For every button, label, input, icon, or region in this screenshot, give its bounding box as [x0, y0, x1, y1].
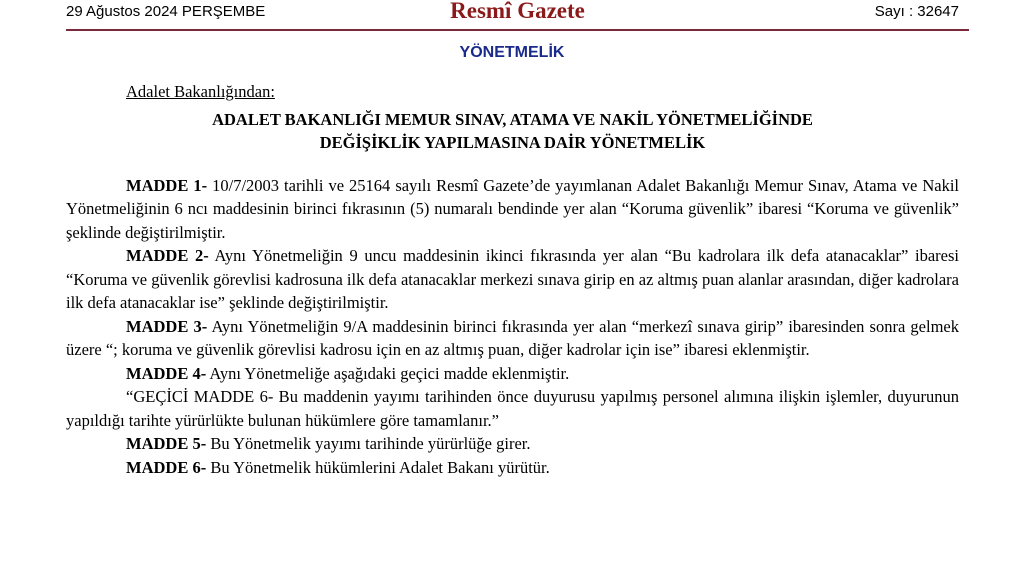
publication-date: 29 Ağustos 2024 PERŞEMBE [66, 3, 266, 20]
article-1 [66, 174, 959, 245]
article-2 [66, 244, 959, 315]
article-text: Aynı Yönetmeliğin 9 uncu maddesinin ikinci fıkrasında yer alan “Bu kadrolara ilk defa atanacaklar” ibaresi “Koruma ve güvenlik görevlisi kadrosuna ilk defa atanacaklar merkezi sınava girip en az altmış puan alanlar arasından, diğer kadrolara ilk defa atanacaklar ise” şeklinde değiştirilmiştir. [66, 246, 959, 312]
issue-number: Sayı : 32647 [874, 3, 959, 20]
article-3 [66, 315, 959, 362]
article-number: MADDE 5- [126, 434, 207, 453]
article-text: “GEÇİCİ MADDE 6- Bu maddenin yayımı tarihinden önce duyurusu yapılmış personel alımına ilişkin işlemler, duyurunun yapıldığı tarihte yürürlükte bulunan hükümlere göre tamamlanır.” [66, 387, 959, 430]
temporary-article [66, 385, 959, 432]
article-text: Aynı Yönetmeliğin 9/A maddesinin birinci fıkrasında yer alan “merkezî sınava girip” ibaresinden sonra gelmek üzere “; koruma ve güvenlik görevlisi kadrosu için en az altmış puan, diğer kadrolar için ise” ibaresi eklenmiştir. [66, 316, 959, 359]
regulation-title-line-1: ADALET BAKANLIĞI MEMUR SINAV, ATAMA VE NAKİL YÖNETMELİĞİNDE [212, 109, 813, 129]
gazette-title: Resmî Gazete [450, 0, 585, 23]
article-number: MADDE 6- [126, 457, 207, 477]
regulation-title-line-2: DEĞİŞİKLİK YAPILMASINA DAİR YÖNETMELİK [319, 133, 706, 152]
article-4 [66, 362, 959, 386]
article-6 [66, 456, 959, 480]
section-heading: YÖNETMELİK [459, 44, 565, 61]
regulation-title [66, 108, 959, 155]
article-text: Aynı Yönetmeliğe aşağıdaki geçici madde eklenmiştir. [206, 363, 570, 383]
regulation-document [66, 80, 959, 479]
article-number: MADDE 1- [126, 175, 208, 195]
gazette-header [66, 0, 969, 31]
article-number: MADDE 2- [126, 246, 209, 265]
article-text: Bu Yönetmelik yayımı tarihinde yürürlüğe girer. [206, 434, 531, 453]
article-text: 10/7/2003 tarihli ve 25164 sayılı Resmî Gazete’de yayımlanan Adalet Bakanlığı Memur Sınav, Atama ve Nakil Yönetmeliğinin 6 ncı maddesinin birinci fıkrasının (5) numaralı bendinde yer alan “Koruma güvenlik” ibaresi “Koruma ve güvenlik” şeklinde değiştirilmiştir. [66, 175, 959, 242]
article-text: Bu Yönetmelik hükümlerini Adalet Bakanı yürütür. [206, 457, 550, 477]
article-5 [66, 432, 959, 456]
article-number: MADDE 4- [126, 363, 207, 383]
article-number: MADDE 3- [126, 316, 208, 336]
issuer-line: Adalet Bakanlığından: [126, 82, 275, 101]
